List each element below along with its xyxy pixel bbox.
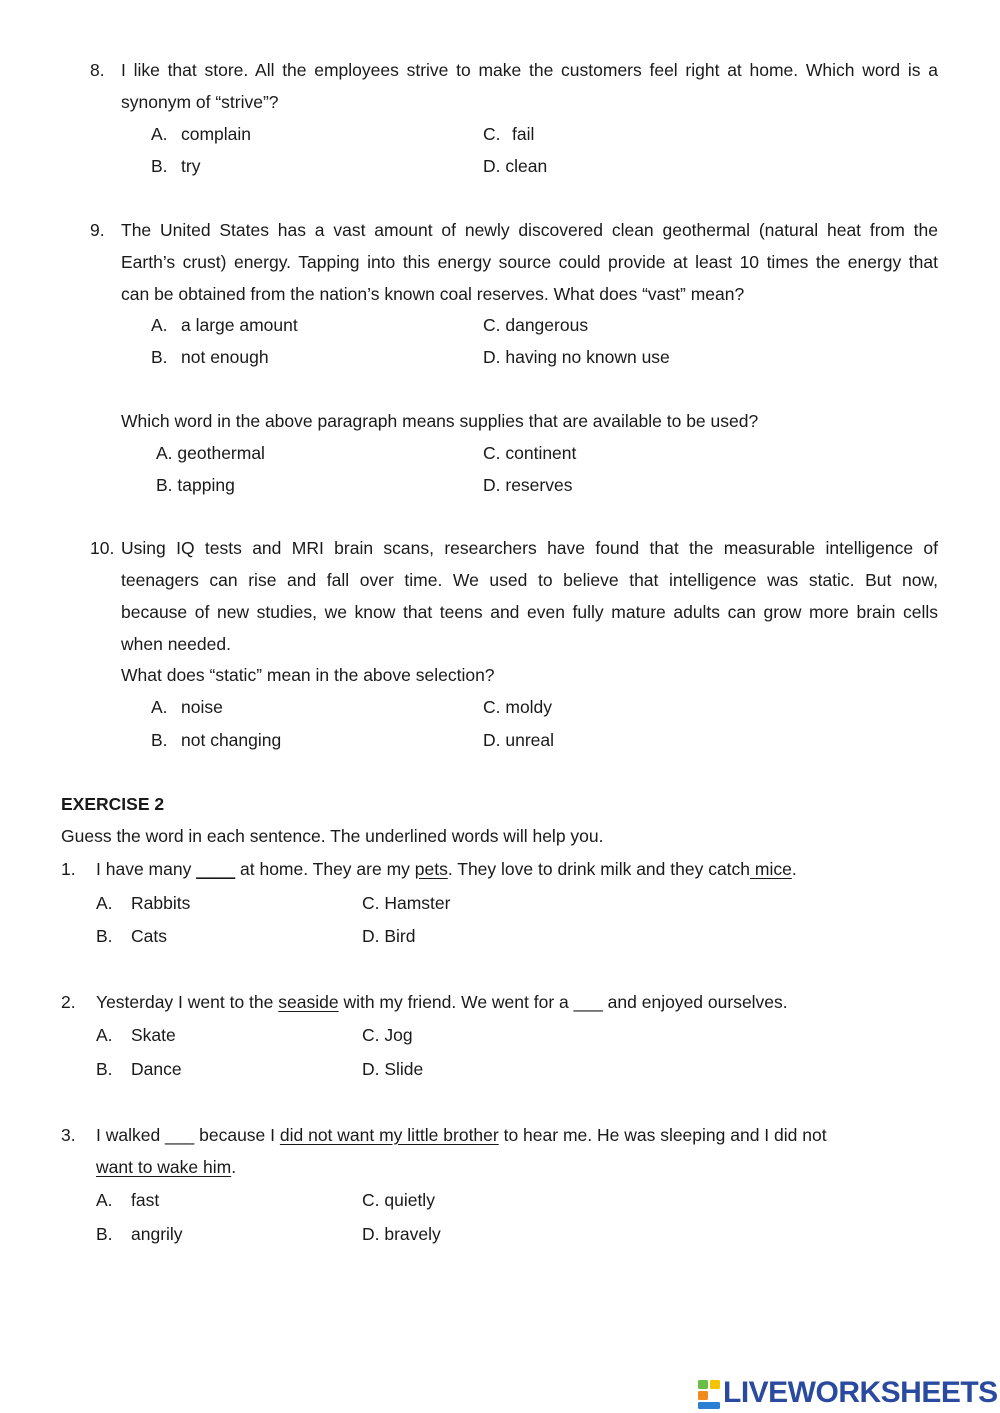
option-label: A. <box>96 1190 113 1210</box>
option-b[interactable]: not enough <box>181 347 269 367</box>
option-a[interactable]: noise <box>181 697 223 717</box>
question-number: 3. <box>61 1125 76 1145</box>
question-text: want to wake him. <box>96 1157 237 1177</box>
option-a[interactable]: Rabbits <box>131 893 191 913</box>
question-text: Using IQ tests and MRI brain scans, researchers have found that the measurable intelligence of <box>121 538 938 558</box>
question-text: can be obtained from the nation’s known coal reserves. What does “vast” mean? <box>121 284 745 304</box>
sub-option-d[interactable]: D. reserves <box>483 475 573 495</box>
option-c[interactable]: C. dangerous <box>483 315 589 335</box>
option-d[interactable]: D. bravely <box>362 1224 441 1244</box>
question-text: I walked ___ because I did not want my little brother to hear me. He was sleeping and I did not <box>96 1125 827 1145</box>
question-number: 10. <box>90 538 115 558</box>
option-d[interactable]: D. Bird <box>362 926 416 946</box>
sub-question-text: Which word in the above paragraph means supplies that are available to be used? <box>121 411 759 431</box>
hint-word: mice <box>750 859 792 879</box>
option-d[interactable]: D. clean <box>483 156 548 176</box>
sub-option-c[interactable]: C. continent <box>483 443 577 463</box>
option-d[interactable]: D. having no known use <box>483 347 670 367</box>
logo-block-orange <box>698 1391 708 1400</box>
option-b[interactable]: not changing <box>181 730 282 750</box>
option-d[interactable]: D. Slide <box>362 1059 424 1079</box>
option-label: B. <box>96 1224 113 1244</box>
question-number: 2. <box>61 992 76 1012</box>
sub-option-a[interactable]: A. geothermal <box>156 443 265 463</box>
option-c[interactable]: C. quietly <box>362 1190 435 1210</box>
option-c[interactable]: C. Hamster <box>362 893 451 913</box>
option-c[interactable]: C. moldy <box>483 697 553 717</box>
option-b[interactable]: Cats <box>131 926 167 946</box>
section-heading: EXERCISE 2 <box>61 794 165 814</box>
option-label: A. <box>151 315 168 335</box>
option-label: A. <box>96 1025 113 1045</box>
option-c[interactable]: C. Jog <box>362 1025 413 1045</box>
sub-option-b[interactable]: B. tapping <box>156 475 235 495</box>
question-text: because of new studies, we know that teens and even fully mature adults can grow more brain cells <box>121 602 938 622</box>
liveworksheets-logo-text[interactable]: LIVEWORKSHEETS <box>723 1376 998 1409</box>
question-text: Earth’s crust) energy. Tapping into this energy source could provide at least 10 times the energy that <box>121 252 938 272</box>
option-label: A. <box>151 124 168 144</box>
option-label: B. <box>151 347 168 367</box>
question-text: teenagers can rise and fall over time. We used to believe that intelligence was static. But now, <box>121 570 938 590</box>
option-label: B. <box>151 730 168 750</box>
question-text: The United States has a vast amount of newly discovered clean geothermal (natural heat from the <box>121 220 938 240</box>
option-d[interactable]: D. unreal <box>483 730 555 750</box>
hint-word: pets <box>414 859 448 879</box>
option-a[interactable]: fast <box>131 1190 160 1210</box>
hint-phrase: did not want my little brother <box>279 1125 499 1145</box>
option-a[interactable]: Skate <box>131 1025 176 1045</box>
option-label: A. <box>96 893 113 913</box>
question-number: 9. <box>90 220 105 240</box>
question-prompt: What does “static” mean in the above selection? <box>121 665 495 685</box>
option-label: B. <box>151 156 168 176</box>
logo-block-green <box>698 1380 708 1389</box>
option-b[interactable]: angrily <box>131 1224 183 1244</box>
question-text: Yesterday I went to the seaside with my friend. We went for a ___ and enjoyed ourselves. <box>96 992 788 1012</box>
question-number: 8. <box>90 60 105 80</box>
option-label: C. <box>483 124 501 144</box>
option-a[interactable]: a large amount <box>181 315 298 335</box>
option-b[interactable]: try <box>181 156 201 176</box>
option-label: B. <box>96 926 113 946</box>
liveworksheets-logo-icon <box>697 1378 721 1410</box>
question-text: I like that store. All the employees strive to make the customers feel right at home. Which word is a <box>121 60 938 80</box>
question-text: synonym of “strive”? <box>121 92 279 112</box>
option-label: B. <box>96 1059 113 1079</box>
hint-phrase: want to wake him <box>96 1157 232 1177</box>
option-c[interactable]: fail <box>512 124 535 144</box>
option-label: A. <box>151 697 168 717</box>
question-text: when needed. <box>121 634 231 654</box>
question-number: 1. <box>61 859 76 879</box>
question-text: I have many ____ at home. They are my pets. They love to drink milk and they catch mice. <box>96 859 797 879</box>
hint-word: seaside <box>278 992 339 1012</box>
instructions: Guess the word in each sentence. The underlined words will help you. <box>61 826 604 846</box>
answer-blank[interactable]: ____ <box>196 859 236 879</box>
option-a[interactable]: complain <box>181 124 252 144</box>
logo-block-yellow <box>710 1380 720 1389</box>
option-b[interactable]: Dance <box>131 1059 182 1079</box>
logo-block-blue <box>698 1402 720 1409</box>
